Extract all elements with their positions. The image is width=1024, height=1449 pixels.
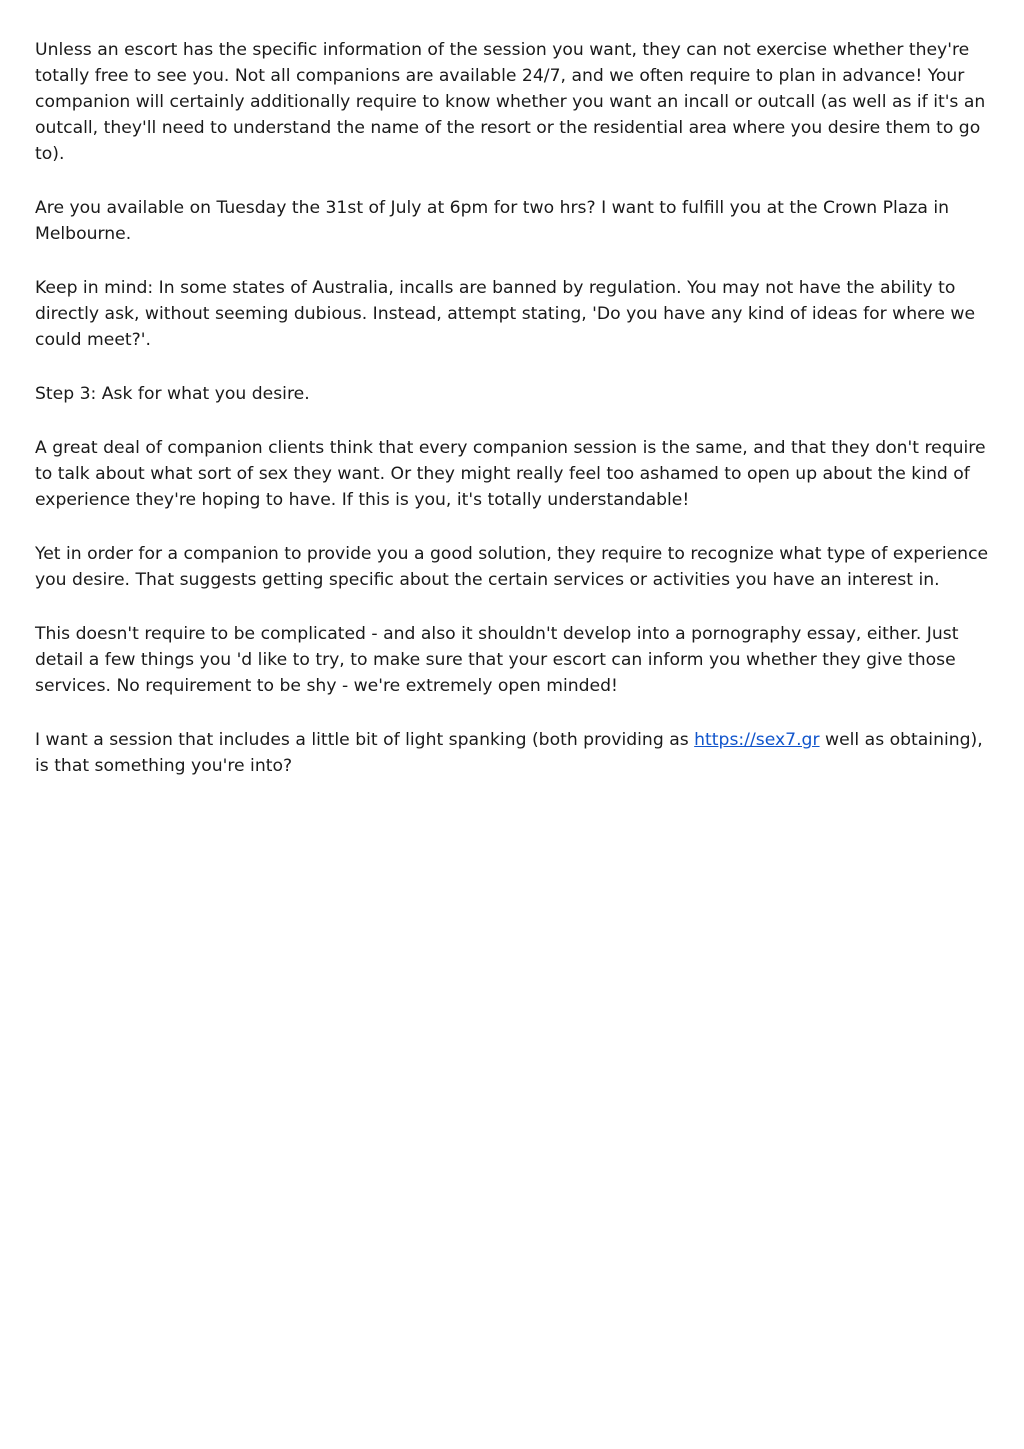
paragraph-clients-assumption: A great deal of companion clients think that every companion session is the same, and that they don't require to talk about what sort of sex they want. Or they might really feel too ashamed to open up about the kind of experience they're hoping to have. If this is you, it's totally understandable! <box>35 438 986 510</box>
paragraph-keep-simple: This doesn't require to be complicated - and also it shouldn't develop into a pornography essay, either. Just detail a few things you 'd like to try, to make sure that your escort can inform you whether they give those services. No requirement to be shy - we're extremely open minded! <box>35 624 959 696</box>
paragraph-text-before-link: I want a session that includes a little bit of light spanking (both providing as <box>35 730 695 750</box>
paragraph-session-details: Unless an escort has the specific information of the session you want, they can not exercise whether they're totally free to see you. Not all companions are available 24/7, and we often require to plan in advance! Your companion will certainly additionally require to know whether you want an incall or outcall (as well as if it's an outcall, they'll need to understand the name of the resort or the residential area where you desire them to go to). <box>35 40 986 164</box>
paragraph-example-request: Are you available on Tuesday the 31st of July at 6pm for two hrs? I want to fulfill you at the Crown Plaza in Melbourne. <box>35 198 950 244</box>
paragraph-step-3-heading: Step 3: Ask for what you desire. <box>35 384 310 404</box>
paragraph-example-session <box>35 727 990 779</box>
paragraph-incall-note: Keep in mind: In some states of Australia, incalls are banned by regulation. You may not have the ability to directly ask, without seeming dubious. Instead, attempt stating, 'Do you have any kind of ideas for where we could meet?'. <box>35 278 976 350</box>
paragraph-text-after-link: well as obtaining), is that something you're into? <box>35 730 983 776</box>
paragraph-experience-specifics: Yet in order for a companion to provide you a good solution, they require to recognize what type of experience you desire. That suggests getting specific about the certain services or activities you have an interest in. <box>35 544 989 590</box>
external-link[interactable]: https://sex7.gr <box>694 730 820 750</box>
document-body <box>35 37 990 807</box>
